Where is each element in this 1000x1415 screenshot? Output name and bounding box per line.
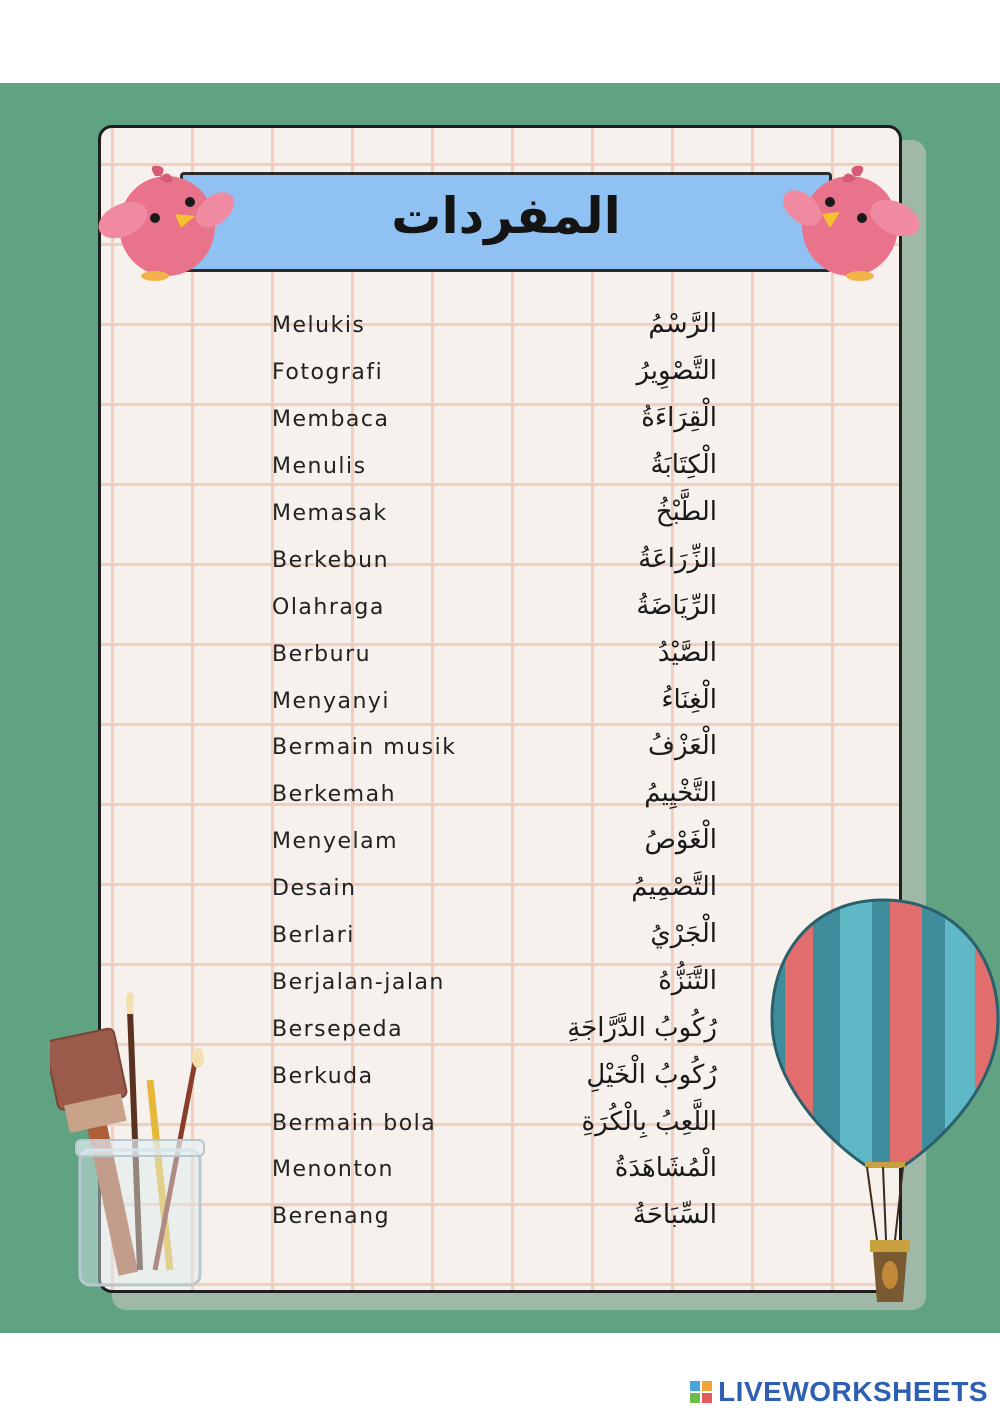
latin-word: Olahraga (272, 595, 385, 620)
paintbrush-jar-icon (50, 990, 220, 1290)
vocab-row (272, 683, 717, 727)
vocab-row (272, 401, 717, 445)
vocab-row (272, 776, 717, 820)
vocab-row (272, 448, 717, 492)
latin-word: Berkebun (272, 548, 390, 573)
vocab-row (272, 964, 717, 1008)
latin-word: Berburu (272, 642, 372, 667)
arabic-word: التَّصْوِيرُ (636, 356, 717, 386)
vocab-row (272, 729, 717, 773)
arabic-word: التَّصْمِيمُ (631, 872, 717, 902)
page-title: المفردات (391, 187, 621, 245)
arabic-word: التَّخْيِيمُ (644, 778, 717, 808)
arabic-word: السِّبَاحَةُ (632, 1200, 717, 1230)
vocab-row (272, 1105, 717, 1149)
latin-word: Desain (272, 876, 357, 901)
vocab-row (272, 542, 717, 586)
vocab-row (272, 636, 717, 680)
vocab-row (272, 307, 717, 351)
arabic-word: الْجَرْيُ (650, 919, 717, 949)
latin-word: Melukis (272, 313, 366, 338)
arabic-word: الصَّيْدُ (657, 638, 717, 668)
vocab-row (272, 870, 717, 914)
vocab-row (272, 917, 717, 961)
latin-word: Memasak (272, 501, 388, 526)
latin-word: Menyanyi (272, 689, 391, 714)
arabic-word: التَّنَزُّهُ (658, 966, 717, 996)
vocab-row (272, 495, 717, 539)
hot-air-balloon-icon (765, 895, 1000, 1315)
arabic-word: اللَّعِبُ بِالْكُرَةِ (581, 1107, 717, 1137)
vocab-row (272, 1151, 717, 1195)
bird-icon (95, 158, 235, 288)
vocab-row (272, 823, 717, 867)
vocab-row (272, 1058, 717, 1102)
latin-word: Menyelam (272, 829, 399, 854)
latin-word: Menulis (272, 454, 367, 479)
latin-word: Membaca (272, 407, 390, 432)
latin-word: Berenang (272, 1204, 391, 1229)
title-banner (180, 172, 832, 272)
vocab-row (272, 1198, 717, 1242)
arabic-word: الرَّسْمُ (648, 309, 717, 339)
liveworksheets-logo (690, 1375, 988, 1409)
arabic-word: الْغِنَاءُ (661, 685, 717, 715)
vocab-row (272, 354, 717, 398)
arabic-word: رُكُوبُ الْخَيْلِ (586, 1060, 717, 1090)
arabic-word: رُكُوبُ الدَّرَّاجَةِ (567, 1013, 717, 1043)
arabic-word: الْقِرَاءَةُ (641, 403, 717, 433)
latin-word: Bersepeda (272, 1017, 404, 1042)
arabic-word: الطَّبْخُ (655, 497, 717, 527)
latin-word: Berjalan-jalan (272, 970, 445, 995)
logo-icon (690, 1381, 712, 1403)
logo-text: LIVEWORKSHEETS (718, 1376, 988, 1407)
arabic-word: الْكِتَابَةُ (650, 450, 717, 480)
arabic-word: الزِّرَاعَةُ (638, 544, 717, 574)
arabic-word: الْمُشَاهَدَةُ (614, 1153, 717, 1183)
arabic-word: الْغَوْصُ (644, 825, 717, 855)
vocab-row (272, 1011, 717, 1055)
latin-word: Berkemah (272, 782, 397, 807)
latin-word: Fotografi (272, 360, 384, 385)
vocab-row (272, 589, 717, 633)
latin-word: Bermain bola (272, 1111, 437, 1136)
bird-icon (780, 158, 920, 288)
latin-word: Berkuda (272, 1064, 374, 1089)
latin-word: Menonton (272, 1157, 394, 1182)
arabic-word: الْعَزْفُ (648, 731, 717, 761)
arabic-word: الرِّيَاضَةُ (636, 591, 717, 621)
latin-word: Bermain musik (272, 735, 457, 760)
latin-word: Berlari (272, 923, 355, 948)
